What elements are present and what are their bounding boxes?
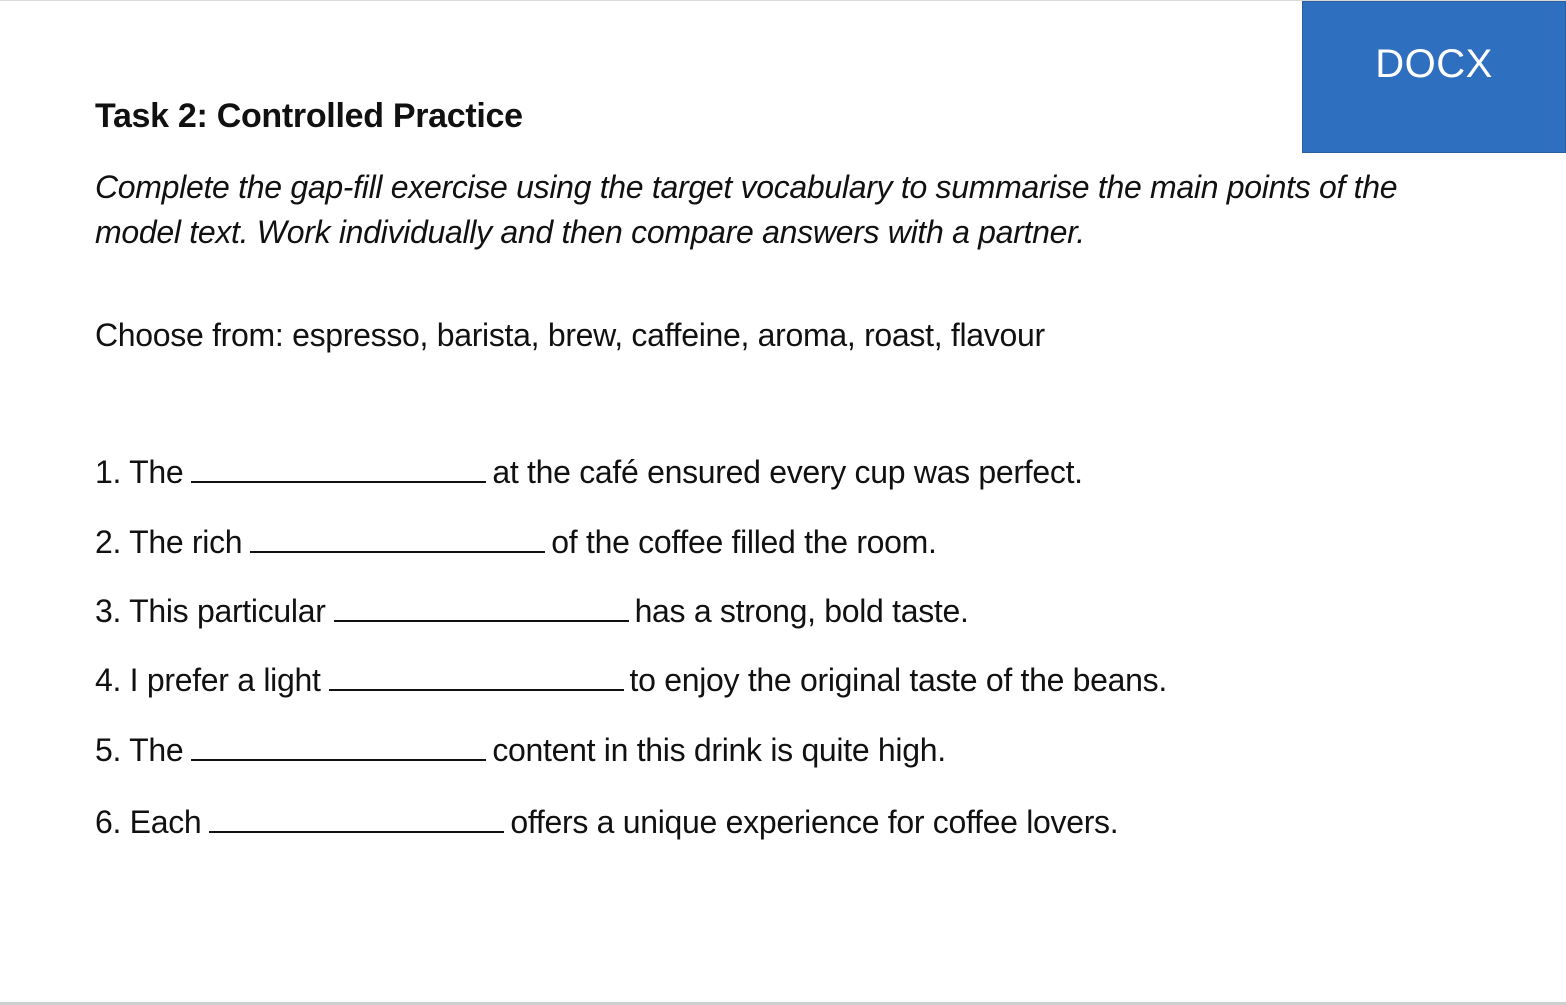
answer-blank[interactable] — [334, 594, 629, 622]
docx-badge-label: DOCX — [1375, 42, 1493, 86]
gap-fill-item-5 — [95, 732, 946, 769]
item-text-after: content in this drink is quite high. — [492, 732, 946, 768]
item-text-before: 3. This particular — [95, 593, 326, 629]
word-bank: Choose from: espresso, barista, brew, caffeine, aroma, roast, flavour — [95, 317, 1045, 353]
answer-blank[interactable] — [329, 663, 624, 691]
gap-fill-item-4 — [95, 662, 1167, 699]
item-text-before: 5. The — [95, 732, 184, 768]
task-title: Task 2: Controlled Practice — [95, 97, 523, 135]
answer-blank[interactable] — [209, 805, 504, 833]
item-text-after: of the coffee filled the room. — [551, 524, 937, 560]
answer-blank[interactable] — [250, 525, 545, 553]
item-text-before: 4. I prefer a light — [95, 662, 321, 698]
task-instructions: Complete the gap-fill exercise using the target vocabulary to summarise the main points of the model text. Work individually and then compare answers with a partner. — [95, 169, 1398, 250]
docx-badge — [1302, 1, 1566, 153]
gap-fill-item-1 — [95, 454, 1083, 491]
item-text-after: to enjoy the original taste of the beans. — [629, 662, 1167, 698]
item-text-before: 6. Each — [95, 804, 202, 840]
gap-fill-item-3 — [95, 593, 969, 630]
item-text-after: at the café ensured every cup was perfect. — [492, 454, 1083, 490]
gap-fill-item-2 — [95, 524, 937, 561]
answer-blank[interactable] — [191, 733, 486, 761]
item-text-before: 1. The — [95, 454, 184, 490]
item-text-after: offers a unique experience for coffee lovers. — [510, 804, 1119, 840]
item-text-after: has a strong, bold taste. — [634, 593, 969, 629]
answer-blank[interactable] — [191, 455, 486, 483]
gap-fill-item-6 — [95, 804, 1118, 841]
item-text-before: 2. The rich — [95, 524, 243, 560]
